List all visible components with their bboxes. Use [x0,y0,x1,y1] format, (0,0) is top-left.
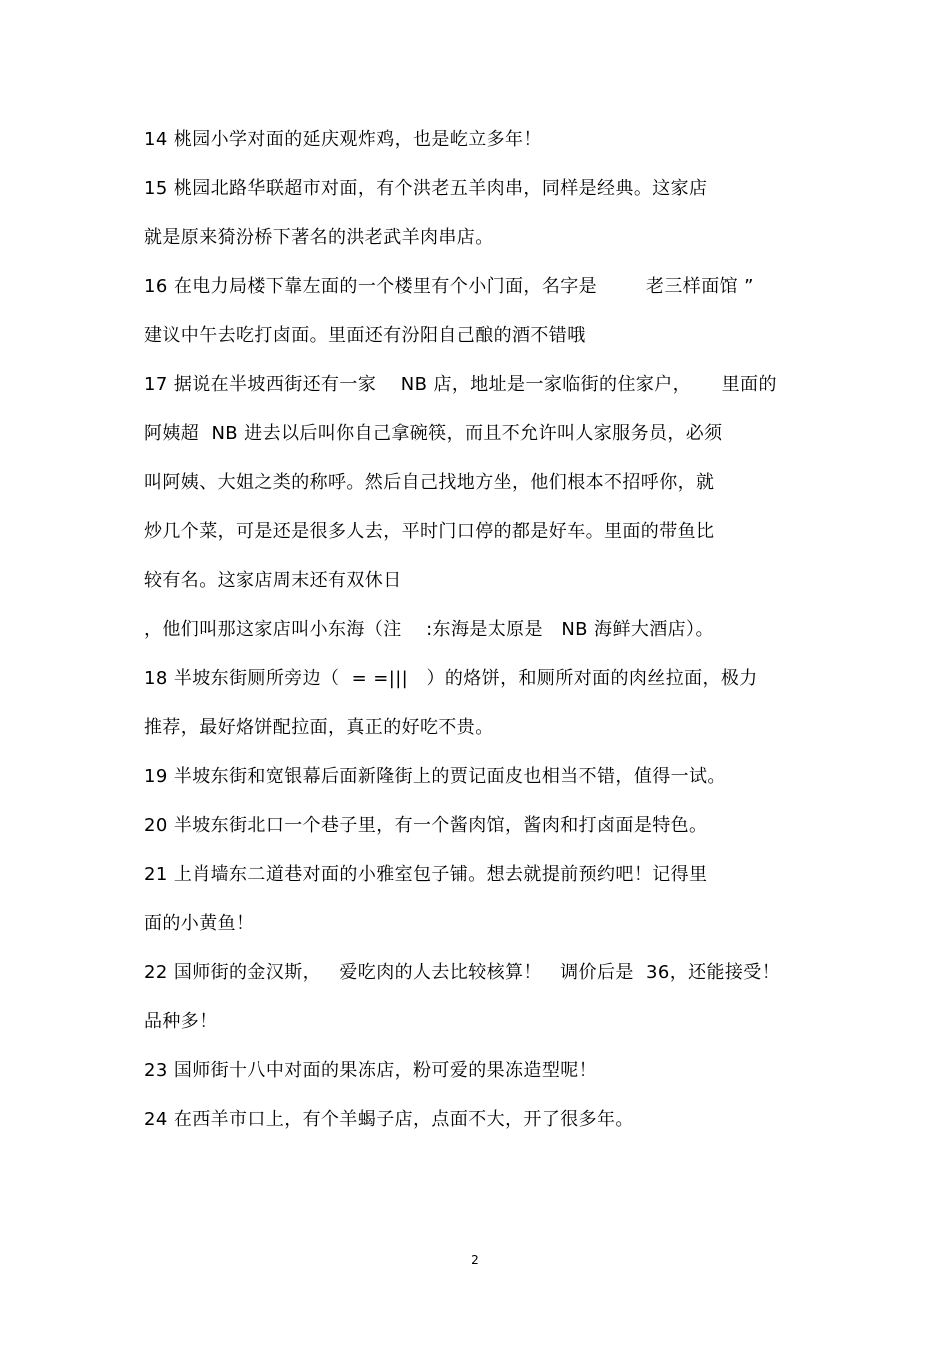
text-line: 22 国师街的金汉斯， 爱吃肉的人去比较核算！ 调价后是 36，还能接受！ [144,962,781,983]
text-line: 阿姨超 NB 进去以后叫你自己拿碗筷，而且不允许叫人家服务员，必须 [144,423,723,444]
text-line: 面的小黄鱼！ [144,913,255,934]
text-line: 17 据说在半坡西街还有一家 NB 店，地址是一家临街的住家户， 里面的 [144,374,777,395]
text-line: 推荐，最好烙饼配拉面，真正的好吃不贵。 [144,717,494,738]
text-line: 叫阿姨、大姐之类的称呼。然后自己找地方坐，他们根本不招呼你，就 [144,472,715,493]
body-text [144,128,824,1157]
text-line: 16 在电力局楼下靠左面的一个楼里有个小门面，名字是 老三样面馆 ” [144,276,754,297]
text-line: 品种多！ [144,1011,218,1032]
text-line: 就是原来猗汾桥下著名的洪老武羊肉串店。 [144,227,494,248]
text-line: 21 上肖墙东二道巷对面的小雅室包子铺。想去就提前预约吧！记得里 [144,864,708,885]
text-line: 建议中午去吃打卤面。里面还有汾阳自己酿的酒不错哦 [144,325,586,346]
text-line: ，他们叫那这家店叫小东海（注 :东海是太原是 NB 海鲜大酒店）。 [144,619,714,640]
text-line: 23 国师街十八中对面的果冻店，粉可爱的果冻造型呢！ [144,1060,598,1081]
text-line: 较有名。这家店周末还有双休日 [144,570,402,591]
page-number: 2 [471,1253,479,1267]
text-line: 15 桃园北路华联超市对面，有个洪老五羊肉串，同样是经典。这家店 [144,178,708,199]
text-line: 18 半坡东街厕所旁边（ = =||| ）的烙饼，和厕所对面的肉丝拉面，极力 [144,668,758,689]
text-line: 24 在西羊市口上，有个羊蝎子店，点面不大，开了很多年。 [144,1109,634,1130]
text-line: 炒几个菜，可是还是很多人去，平时门口停的都是好车。里面的带鱼比 [144,521,715,542]
text-line: 19 半坡东街和宽银幕后面新隆街上的贾记面皮也相当不错，值得一试。 [144,766,726,787]
text-line: 20 半坡东街北口一个巷子里，有一个酱肉馆，酱肉和打卤面是特色。 [144,815,708,836]
text-line: 14 桃园小学对面的延庆观炸鸡，也是屹立多年！ [144,129,542,150]
